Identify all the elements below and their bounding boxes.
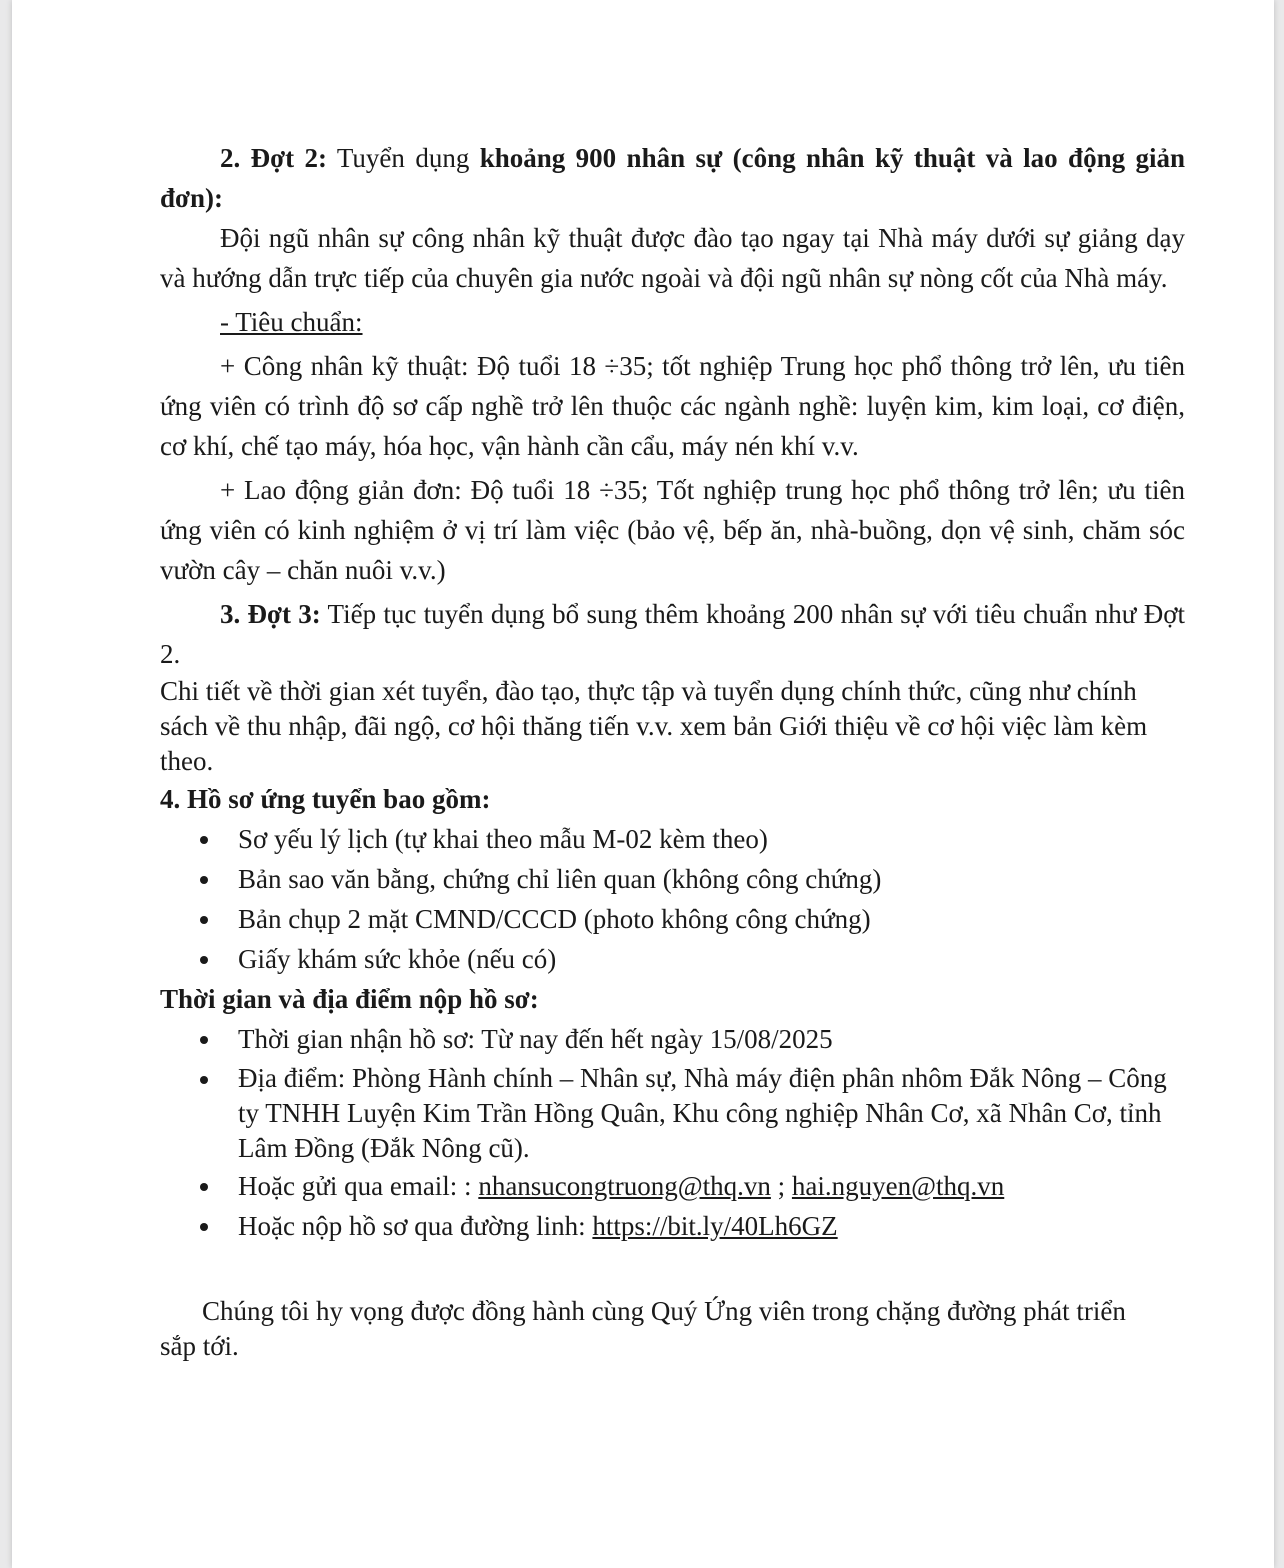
list-item	[160, 899, 1185, 939]
section-2-lead: 2. Đợt 2:	[220, 143, 327, 173]
criteria-label	[160, 302, 1185, 342]
list-item-text: Sơ yếu lý lịch (tự khai theo mẫu M-02 kèm theo)	[238, 824, 768, 854]
section-2-heading	[160, 138, 1185, 218]
list-item-text: Bản sao văn bằng, chứng chỉ liên quan (không công chứng)	[238, 864, 882, 894]
bullet-icon	[200, 916, 208, 924]
bullet-icon	[200, 1036, 208, 1044]
bullet-icon	[200, 876, 208, 884]
document-body	[160, 138, 1185, 1364]
section-2-bold: khoảng 900 nhân sự (công nhân kỹ thuật và lao động giản đơn):	[160, 143, 1185, 213]
bullet-icon	[200, 1076, 208, 1084]
list-item	[160, 1206, 1185, 1246]
list-item	[160, 939, 1185, 979]
list-item	[160, 859, 1185, 899]
section-4-title: 4. Hồ sơ ứng tuyển bao gồm:	[160, 784, 491, 814]
documents-list	[160, 819, 1185, 979]
email-separator: ;	[770, 1171, 792, 1201]
email-link-1[interactable]: nhansucongtruong@thq.vn	[478, 1171, 771, 1201]
submission-time: Thời gian nhận hồ sơ: Từ nay đến hết ngày 15/08/2025	[238, 1024, 833, 1054]
bullet-icon	[200, 1223, 208, 1231]
closing-paragraph: Chúng tôi hy vọng được đồng hành cùng Quý Ứng viên trong chặng đường phát triển sắp tới.	[160, 1296, 1126, 1361]
list-item	[160, 1166, 1185, 1206]
submission-title: Thời gian và địa điểm nộp hồ sơ:	[160, 984, 539, 1014]
submission-list	[160, 1019, 1185, 1246]
bullet-icon	[200, 1183, 208, 1191]
list-item	[160, 1019, 1185, 1059]
criteria-label-text: - Tiêu chuẩn:	[220, 307, 363, 337]
bullet-icon	[200, 836, 208, 844]
link-prefix: Hoặc nộp hồ sơ qua đường linh:	[238, 1211, 593, 1241]
submission-place: Địa điểm: Phòng Hành chính – Nhân sự, Nhà máy điện phân nhôm Đắk Nông – Công ty TNHH Luyện Kim Trần Hồng Quân, Khu công nghiệp Nhân Cơ, xã Nhân Cơ, tỉnh Lâm Đồng (Đắk Nông cũ).	[238, 1063, 1167, 1163]
email-prefix: Hoặc gửi qua email: :	[238, 1171, 479, 1201]
document-page	[12, 0, 1274, 1568]
section-3-lead: 3. Đợt 3:	[220, 599, 321, 629]
list-item	[160, 819, 1185, 859]
section-2-text: Tuyển dụng	[326, 143, 480, 173]
section-2-description: Đội ngũ nhân sự công nhân kỹ thuật được đào tạo ngay tại Nhà máy dưới sự giảng dạy và hướng dẫn trực tiếp của chuyên gia nước ngoài và đội ngũ nhân sự nòng cốt của Nhà máy.	[160, 223, 1185, 293]
details-paragraph: Chi tiết về thời gian xét tuyển, đào tạo, thực tập và tuyển dụng chính thức, cũng như chính sách về thu nhập, đãi ngộ, cơ hội thăng tiến v.v. xem bản Giới thiệu về cơ hội việc làm kèm theo.	[160, 676, 1148, 776]
section-3-text: Tiếp tục tuyển dụng bổ sung thêm khoảng 200 nhân sự với tiêu chuẩn như Đợt 2.	[160, 599, 1185, 669]
submission-url-link[interactable]: https://bit.ly/40Lh6GZ	[592, 1211, 838, 1241]
criteria-technical: + Công nhân kỹ thuật: Độ tuổi 18 ÷35; tốt nghiệp Trung học phổ thông trở lên, ưu tiên ứng viên có trình độ sơ cấp nghề trở lên thuộc các ngành nghề: luyện kim, kim loại, cơ điện, cơ khí, chế tạo máy, hóa học, vận hành cần cẩu, máy nén khí v.v.	[160, 351, 1185, 461]
list-item-text: Bản chụp 2 mặt CMND/CCCD (photo không công chứng)	[238, 904, 871, 934]
email-link-2[interactable]: hai.nguyen@thq.vn	[791, 1171, 1005, 1201]
section-3	[160, 594, 1185, 674]
criteria-labor: + Lao động giản đơn: Độ tuổi 18 ÷35; Tốt nghiệp trung học phổ thông trở lên; ưu tiên ứng viên có kinh nghiệm ở vị trí làm việc (bảo vệ, bếp ăn, nhà-buồng, dọn vệ sinh, chăm sóc vườn cây – chăn nuôi v.v.)	[160, 475, 1185, 585]
list-item	[160, 1059, 1185, 1166]
bullet-icon	[200, 956, 208, 964]
list-item-text: Giấy khám sức khỏe (nếu có)	[238, 944, 557, 974]
